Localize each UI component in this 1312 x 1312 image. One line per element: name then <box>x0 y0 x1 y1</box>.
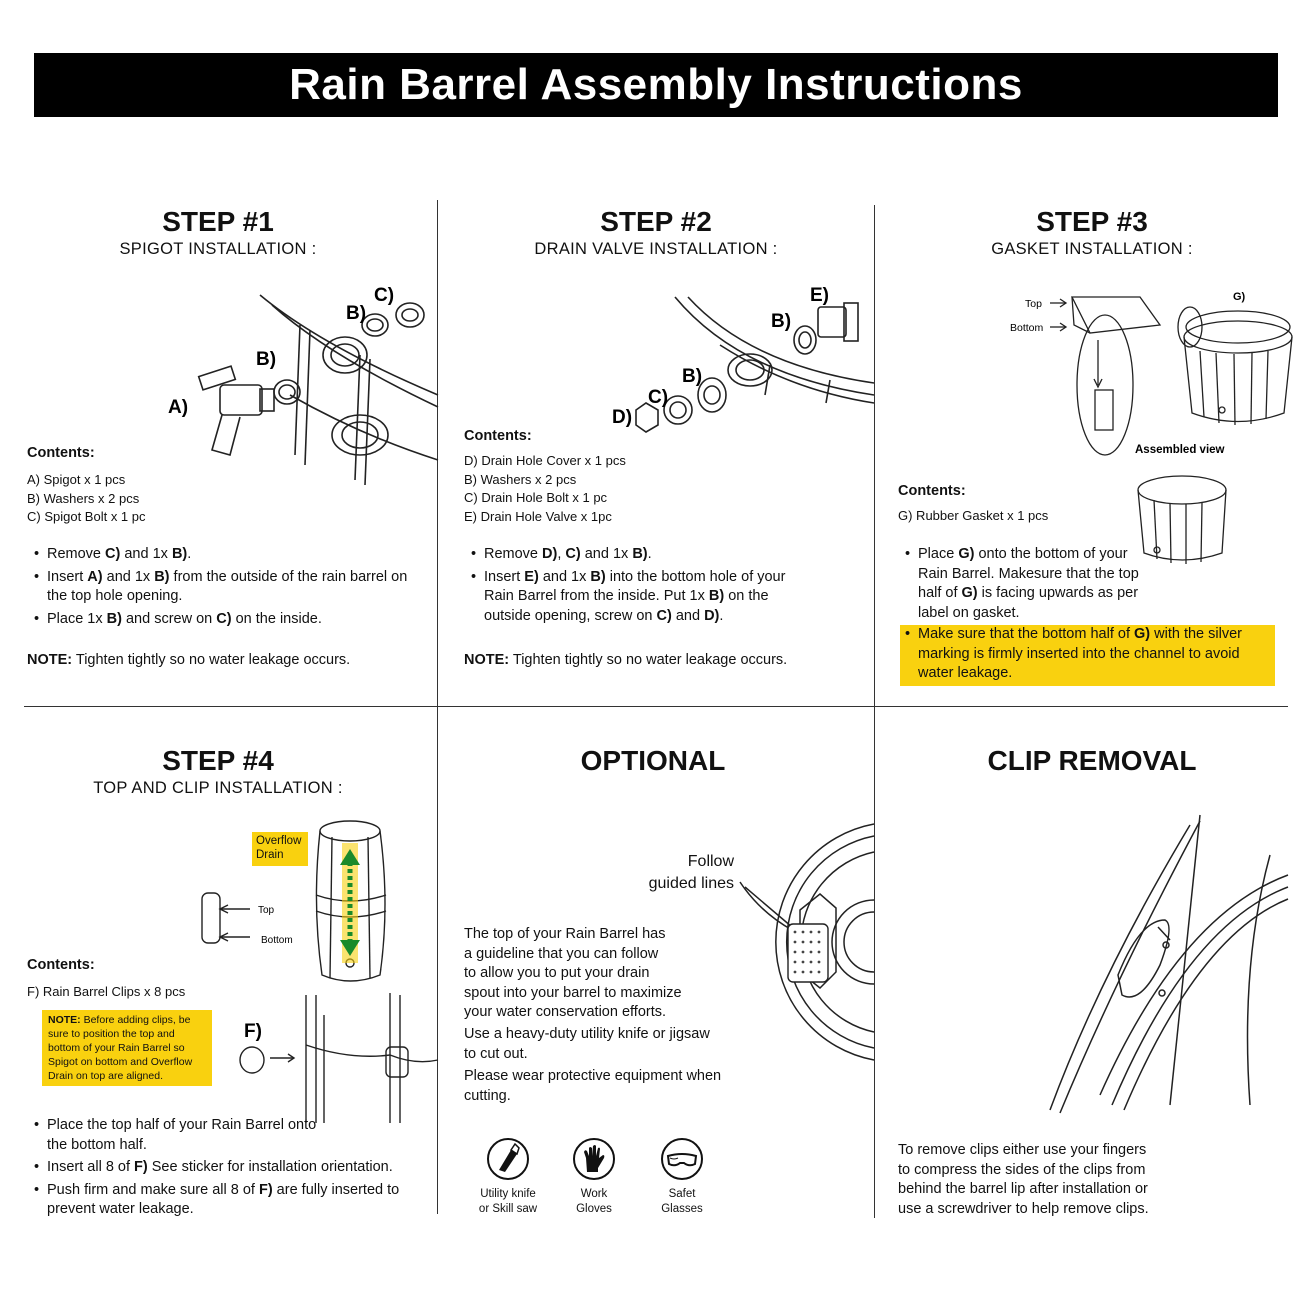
gasket-illustration <box>1000 285 1300 575</box>
label-bottom: Bottom <box>1010 322 1044 334</box>
section-title: OPTIONAL <box>580 745 726 776</box>
utility-knife-icon <box>485 1136 531 1182</box>
contents-heading: Contents: <box>27 957 95 973</box>
step-subtitle: SPIGOT INSTALLATION : <box>119 240 317 258</box>
step-title: STEP #2 <box>600 206 712 237</box>
text-line: use a screwdriver to help remove clips. <box>898 1200 1149 1217</box>
instruction-item: • Insert all 8 of F) See sticker for installation orientation. <box>29 1158 429 1178</box>
contents-item: C) Drain Hole Bolt x 1 pc <box>464 490 608 505</box>
label-a: A) <box>168 397 189 418</box>
label-b: B) <box>256 349 277 370</box>
text-line: To remove clips either use your fingers <box>898 1142 1147 1158</box>
optional-paragraph-2 <box>464 1025 710 1064</box>
text-line: behind the barrel lip after installation or <box>898 1181 1148 1197</box>
instruction-item: • Push firm and make sure all 8 of F) are fully inserted to prevent water leakage. <box>29 1181 427 1220</box>
barrel-lid-guide-illustration <box>740 822 874 1062</box>
instruction-item: • Place 1x B) and screw on C) on the inside. <box>29 610 409 630</box>
instruction-item-highlighted: • Make sure that the bottom half of G) with the silver marking is firmly inserted into the channel to avoid water leakage. <box>900 625 1275 686</box>
step-subtitle: GASKET INSTALLATION : <box>991 240 1193 258</box>
instruction-list <box>900 545 1142 626</box>
contents-heading: Contents: <box>464 428 532 444</box>
text-line: Use a heavy-duty utility knife or jigsaw <box>464 1026 710 1042</box>
instruction-item: • Place the top half of your Rain Barrel onto the bottom half. <box>29 1116 317 1155</box>
page-title-banner <box>34 53 1278 117</box>
tool-label-line: Glasses <box>661 1203 703 1215</box>
clip-removal-text <box>898 1141 1149 1219</box>
callout-line: Follow <box>687 853 734 870</box>
optional-paragraph-3 <box>464 1067 721 1106</box>
section-title: CLIP REMOVAL <box>987 745 1197 776</box>
divider <box>24 706 1288 707</box>
label-b: B) <box>771 311 792 332</box>
divider <box>874 205 875 706</box>
contents-item: C) Spigot Bolt x 1 pc <box>27 509 146 524</box>
tool-label <box>564 1187 624 1217</box>
note: NOTE: Tighten tightly so no water leakage occurs. <box>464 652 788 668</box>
text-line: The top of your Rain Barrel has <box>464 926 666 942</box>
contents-heading: Contents: <box>898 483 966 499</box>
label-c: C) <box>648 387 669 408</box>
text-line: your water conservation efforts. <box>464 1004 667 1020</box>
tool-label <box>478 1187 538 1217</box>
instruction-item: • Insert E) and 1x B) into the bottom hole of your Rain Barrel from the inside. Put 1x B) on the outside opening, screw on C) and D). <box>466 568 816 627</box>
tool-safety-glasses <box>652 1136 712 1217</box>
tool-label-line: or Skill saw <box>478 1203 538 1215</box>
label-e: E) <box>810 285 829 306</box>
text-line: to cut out. <box>464 1045 528 1062</box>
step-subtitle: DRAIN VALVE INSTALLATION : <box>534 240 778 258</box>
label-f: F) <box>244 1021 262 1042</box>
contents-item: D) Drain Hole Cover x 1 pcs <box>464 453 626 468</box>
guided-lines-callout <box>600 851 734 895</box>
contents-list <box>898 507 1048 526</box>
overflow-drain-tag: Overflow Drain <box>252 832 308 866</box>
contents-item: G) Rubber Gasket x 1 pcs <box>898 508 1049 523</box>
step-title: STEP #1 <box>162 206 274 237</box>
step-title: STEP #4 <box>162 745 274 776</box>
contents-item: A) Spigot x 1 pcs <box>27 472 126 487</box>
label-top: Top <box>1025 298 1042 310</box>
instruction-item: • Place G) onto the bottom of your Rain Barrel. Makesure that the top half of G) is facing upwards as per label on gasket. <box>900 545 1142 623</box>
work-gloves-icon <box>571 1136 617 1182</box>
tool-utility-knife <box>478 1136 538 1217</box>
page-title: Rain Barrel Assembly Instructions <box>289 60 1023 109</box>
label-g: G) <box>1233 291 1246 303</box>
clip-note-box: NOTE: Before adding clips, be sure to position the top and bottom of your Rain Barrel so Spigot on bottom and Overflow Drain on top are aligned. <box>42 1010 212 1086</box>
contents-item: B) Washers x 2 pcs <box>464 471 577 487</box>
instruction-item: • Remove D), C) and 1x B). <box>466 545 816 565</box>
callout-line: guided lines <box>648 875 734 892</box>
contents-heading: Contents: <box>27 445 95 461</box>
barrel-top-clip-illustration <box>190 815 438 1125</box>
tool-label-line: Safet <box>668 1188 696 1200</box>
safety-glasses-icon <box>659 1136 705 1182</box>
text-line: to compress the sides of the clips from <box>898 1161 1146 1178</box>
tool-label <box>652 1187 712 1217</box>
contents-list <box>464 452 626 526</box>
note: NOTE: Tighten tightly so no water leakage occurs. <box>27 652 351 668</box>
highlighted-instruction <box>900 625 1275 689</box>
text-line: to allow you to put your drain <box>464 965 650 981</box>
label-bottom: Bottom <box>261 935 293 946</box>
text-line: spout into your barrel to maximize <box>464 984 682 1001</box>
label-b: B) <box>682 366 703 387</box>
instruction-list <box>29 545 409 632</box>
optional-paragraph-1 <box>464 925 682 1023</box>
tool-label-line: Utility knife <box>480 1188 536 1200</box>
tool-work-gloves <box>564 1136 624 1217</box>
text-line: Please wear protective equipment when <box>464 1068 722 1084</box>
instruction-item: • Remove C) and 1x B). <box>29 545 409 565</box>
spigot-installation-illustration <box>160 285 438 485</box>
tool-label-line: Gloves <box>576 1203 612 1215</box>
contents-item: B) Washers x 2 pcs <box>27 490 140 506</box>
divider <box>874 706 875 1218</box>
text-line: a guideline that you can follow <box>464 945 659 962</box>
instruction-list <box>466 545 816 629</box>
drain-valve-illustration <box>600 285 874 450</box>
instruction-list <box>29 1116 429 1223</box>
label-top: Top <box>258 905 275 916</box>
assembled-view-label: Assembled view <box>1135 444 1225 456</box>
contents-item: E) Drain Hole Valve x 1pc <box>464 508 612 524</box>
label-d: D) <box>612 407 633 428</box>
step-subtitle: TOP AND CLIP INSTALLATION : <box>93 779 343 797</box>
contents-list <box>27 471 146 527</box>
text-line: cutting. <box>464 1087 511 1104</box>
contents-list <box>27 983 185 1002</box>
label-c: C) <box>374 285 395 306</box>
clip-removal-illustration <box>1040 815 1290 1115</box>
tool-label-line: Work <box>580 1188 608 1200</box>
step-title: STEP #3 <box>1036 206 1148 237</box>
label-b: B) <box>346 303 367 324</box>
contents-item: F) Rain Barrel Clips x 8 pcs <box>27 984 186 999</box>
instruction-item: • Insert A) and 1x B) from the outside of the rain barrel on the top hole opening. <box>29 568 409 607</box>
